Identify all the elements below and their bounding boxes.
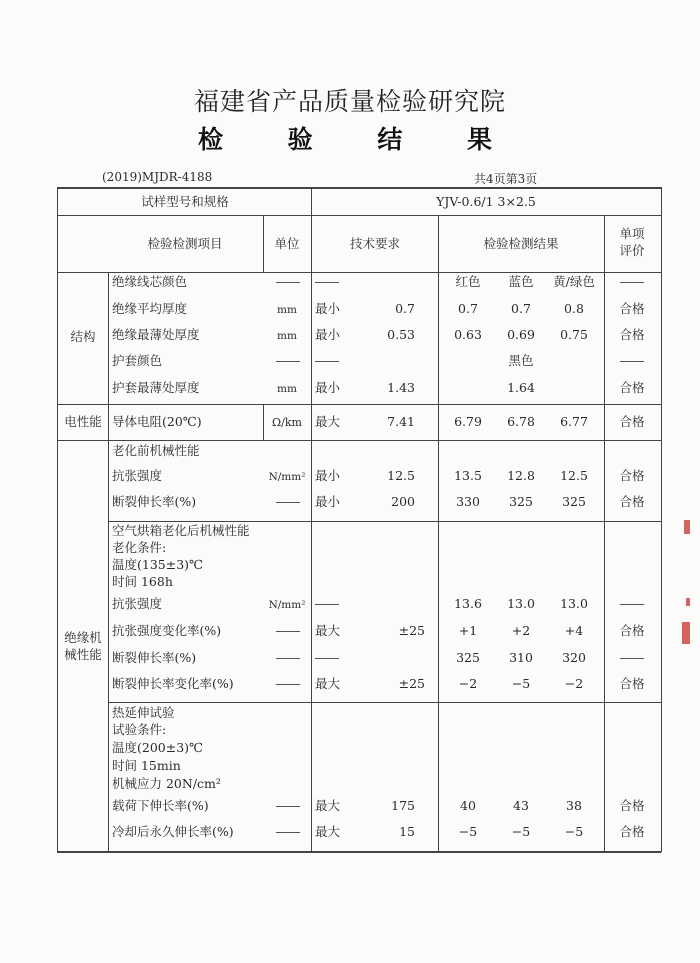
req-type: 最小	[315, 327, 341, 342]
dash-mark	[276, 502, 300, 503]
row-name: 绝缘最薄处厚度	[112, 327, 200, 342]
unit: mm	[277, 304, 297, 316]
result-3: 13.0	[560, 596, 588, 611]
condition-line: 机械应力 20N/cm²	[112, 776, 221, 791]
spec-label: 试样型号和规格	[141, 194, 229, 209]
result-2: 325	[509, 494, 533, 509]
evaluation: 合格	[619, 327, 645, 342]
result-1: 6.79	[454, 414, 482, 429]
result-2: 43	[513, 798, 529, 813]
req-type: 最大	[315, 798, 341, 813]
result-1: 325	[456, 650, 480, 665]
result-3: 325	[562, 494, 586, 509]
unit: mm	[277, 330, 297, 342]
row-name: 断裂伸长率(%)	[112, 494, 197, 509]
evaluation: 合格	[619, 494, 645, 509]
result-2: 0.69	[507, 327, 535, 342]
result-2: 12.8	[507, 468, 535, 483]
req-type: 最小	[315, 301, 341, 316]
condition-line: 温度(200±3)℃	[112, 740, 204, 755]
req-type: 最大	[315, 414, 341, 429]
result-1: −5	[458, 824, 478, 839]
condition-line: 老化条件:	[112, 540, 167, 555]
row-name: 断裂伸长率(%)	[112, 650, 197, 665]
unit: mm	[277, 383, 297, 395]
result-2: 0.7	[511, 301, 531, 316]
req-value: 0.53	[387, 327, 415, 342]
row-name: 载荷下伸长率(%)	[112, 798, 209, 813]
col-header-item: 检验检测项目	[147, 236, 223, 251]
result-2: −5	[511, 824, 531, 839]
result-1: 13.6	[454, 596, 482, 611]
col-header-result: 检验检测结果	[483, 236, 559, 251]
col-header-eval-line1: 单项	[619, 226, 645, 241]
row-name: 绝缘平均厚度	[112, 301, 188, 316]
row-name: 抗张强度变化率(%)	[112, 623, 222, 638]
evaluation: 合格	[619, 676, 645, 691]
result-3: 320	[562, 650, 586, 665]
dash-mark	[276, 684, 300, 685]
dash-mark	[315, 282, 339, 283]
req-value: 175	[391, 798, 415, 813]
dash-mark	[620, 658, 644, 659]
org-title: 福建省产品质量检验研究院	[193, 87, 506, 116]
dash-mark	[276, 361, 300, 362]
result-1: 330	[456, 494, 480, 509]
result-3: 0.75	[560, 327, 588, 342]
dash-mark	[276, 806, 300, 807]
req-type: 最大	[315, 676, 341, 691]
group-electrical: 电性能	[64, 414, 102, 429]
evaluation: 合格	[619, 468, 645, 483]
unit: Ω/km	[272, 416, 302, 429]
req-value: ±25	[398, 676, 425, 691]
result-1: 40	[460, 798, 476, 813]
req-value: 0.7	[395, 301, 415, 316]
result-2: −5	[511, 676, 531, 691]
row-name: 断裂伸长率变化率(%)	[112, 676, 234, 691]
dash-mark	[315, 658, 339, 659]
dash-mark	[276, 282, 300, 283]
req-value: 7.41	[387, 414, 415, 429]
evaluation: 合格	[619, 380, 645, 395]
result-2: 13.0	[507, 596, 535, 611]
col-header-unit: 单位	[274, 236, 300, 251]
row-name: 冷却后永久伸长率(%)	[112, 824, 234, 839]
seal-edge-mark	[686, 598, 690, 606]
seal-edge-mark	[684, 520, 690, 534]
dash-mark	[276, 631, 300, 632]
row-name: 绝缘线芯颜色	[112, 274, 188, 289]
dash-mark	[276, 832, 300, 833]
unit: N/mm²	[268, 471, 306, 483]
col-header-requirement: 技术要求	[349, 236, 401, 251]
row-name: 抗张强度	[112, 596, 163, 611]
dash-mark	[620, 604, 644, 605]
condition-line: 试验条件:	[112, 722, 167, 737]
spec-value: YJV-0.6/1 3×2.5	[436, 194, 536, 209]
evaluation: 合格	[619, 798, 645, 813]
doc-title: 检 验 结 果	[197, 125, 521, 154]
result-1: 0.7	[458, 301, 478, 316]
row-name: 抗张强度	[112, 468, 163, 483]
unit: N/mm²	[268, 599, 306, 611]
row-name: 护套最薄处厚度	[112, 380, 200, 395]
evaluation: 合格	[619, 824, 645, 839]
report-number: (2019)MJDR-4188	[102, 170, 213, 184]
section-heading: 空气烘箱老化后机械性能	[112, 523, 250, 538]
result-3: +4	[564, 623, 584, 638]
result-3: −5	[564, 824, 584, 839]
result-merged: 黑色	[508, 353, 534, 368]
result-1: +1	[458, 623, 478, 638]
result-1: −2	[458, 676, 478, 691]
req-type: 最小	[315, 494, 341, 509]
group-insulation-line1: 绝缘机	[64, 630, 102, 645]
dash-mark	[620, 361, 644, 362]
result-3: 38	[566, 798, 582, 813]
req-value: ±25	[398, 623, 425, 638]
dash-mark	[620, 282, 644, 283]
section-heading: 热延伸试验	[112, 705, 175, 720]
col-header-eval-line2: 评价	[619, 243, 645, 258]
evaluation: 合格	[619, 623, 645, 638]
row-name: 导体电阻(20℃)	[112, 414, 202, 429]
page-info: 共4页第3页	[474, 172, 538, 186]
dash-mark	[315, 604, 339, 605]
req-type: 最小	[315, 380, 341, 395]
seal-edge-mark	[682, 622, 690, 644]
condition-line: 时间 15min	[112, 758, 181, 773]
condition-line: 温度(135±3)℃	[112, 557, 204, 572]
req-value: 200	[391, 494, 415, 509]
result-1: 红色	[455, 274, 481, 289]
group-structure: 结构	[70, 329, 96, 344]
condition-line: 时间 168h	[112, 574, 173, 589]
row-name: 护套颜色	[112, 353, 163, 368]
req-value: 1.43	[387, 380, 415, 395]
result-2: +2	[511, 623, 531, 638]
result-2: 蓝色	[508, 274, 534, 289]
result-2: 6.78	[507, 414, 535, 429]
dash-mark	[315, 361, 339, 362]
req-type: 最大	[315, 623, 341, 638]
evaluation: 合格	[619, 301, 645, 316]
req-value: 12.5	[387, 468, 415, 483]
section-heading: 老化前机械性能	[112, 443, 200, 458]
result-1: 0.63	[454, 327, 482, 342]
dash-mark	[276, 658, 300, 659]
result-3: −2	[564, 676, 584, 691]
req-value: 15	[399, 824, 415, 839]
result-1: 13.5	[454, 468, 482, 483]
result-merged: 1.64	[507, 380, 535, 395]
result-3: 6.77	[560, 414, 588, 429]
result-3: 0.8	[564, 301, 584, 316]
req-type: 最小	[315, 468, 341, 483]
group-insulation-line2: 械性能	[64, 647, 102, 662]
result-3: 12.5	[560, 468, 588, 483]
req-type: 最大	[315, 824, 341, 839]
result-3: 黄/绿色	[553, 274, 595, 289]
result-2: 310	[509, 650, 533, 665]
evaluation: 合格	[619, 414, 645, 429]
